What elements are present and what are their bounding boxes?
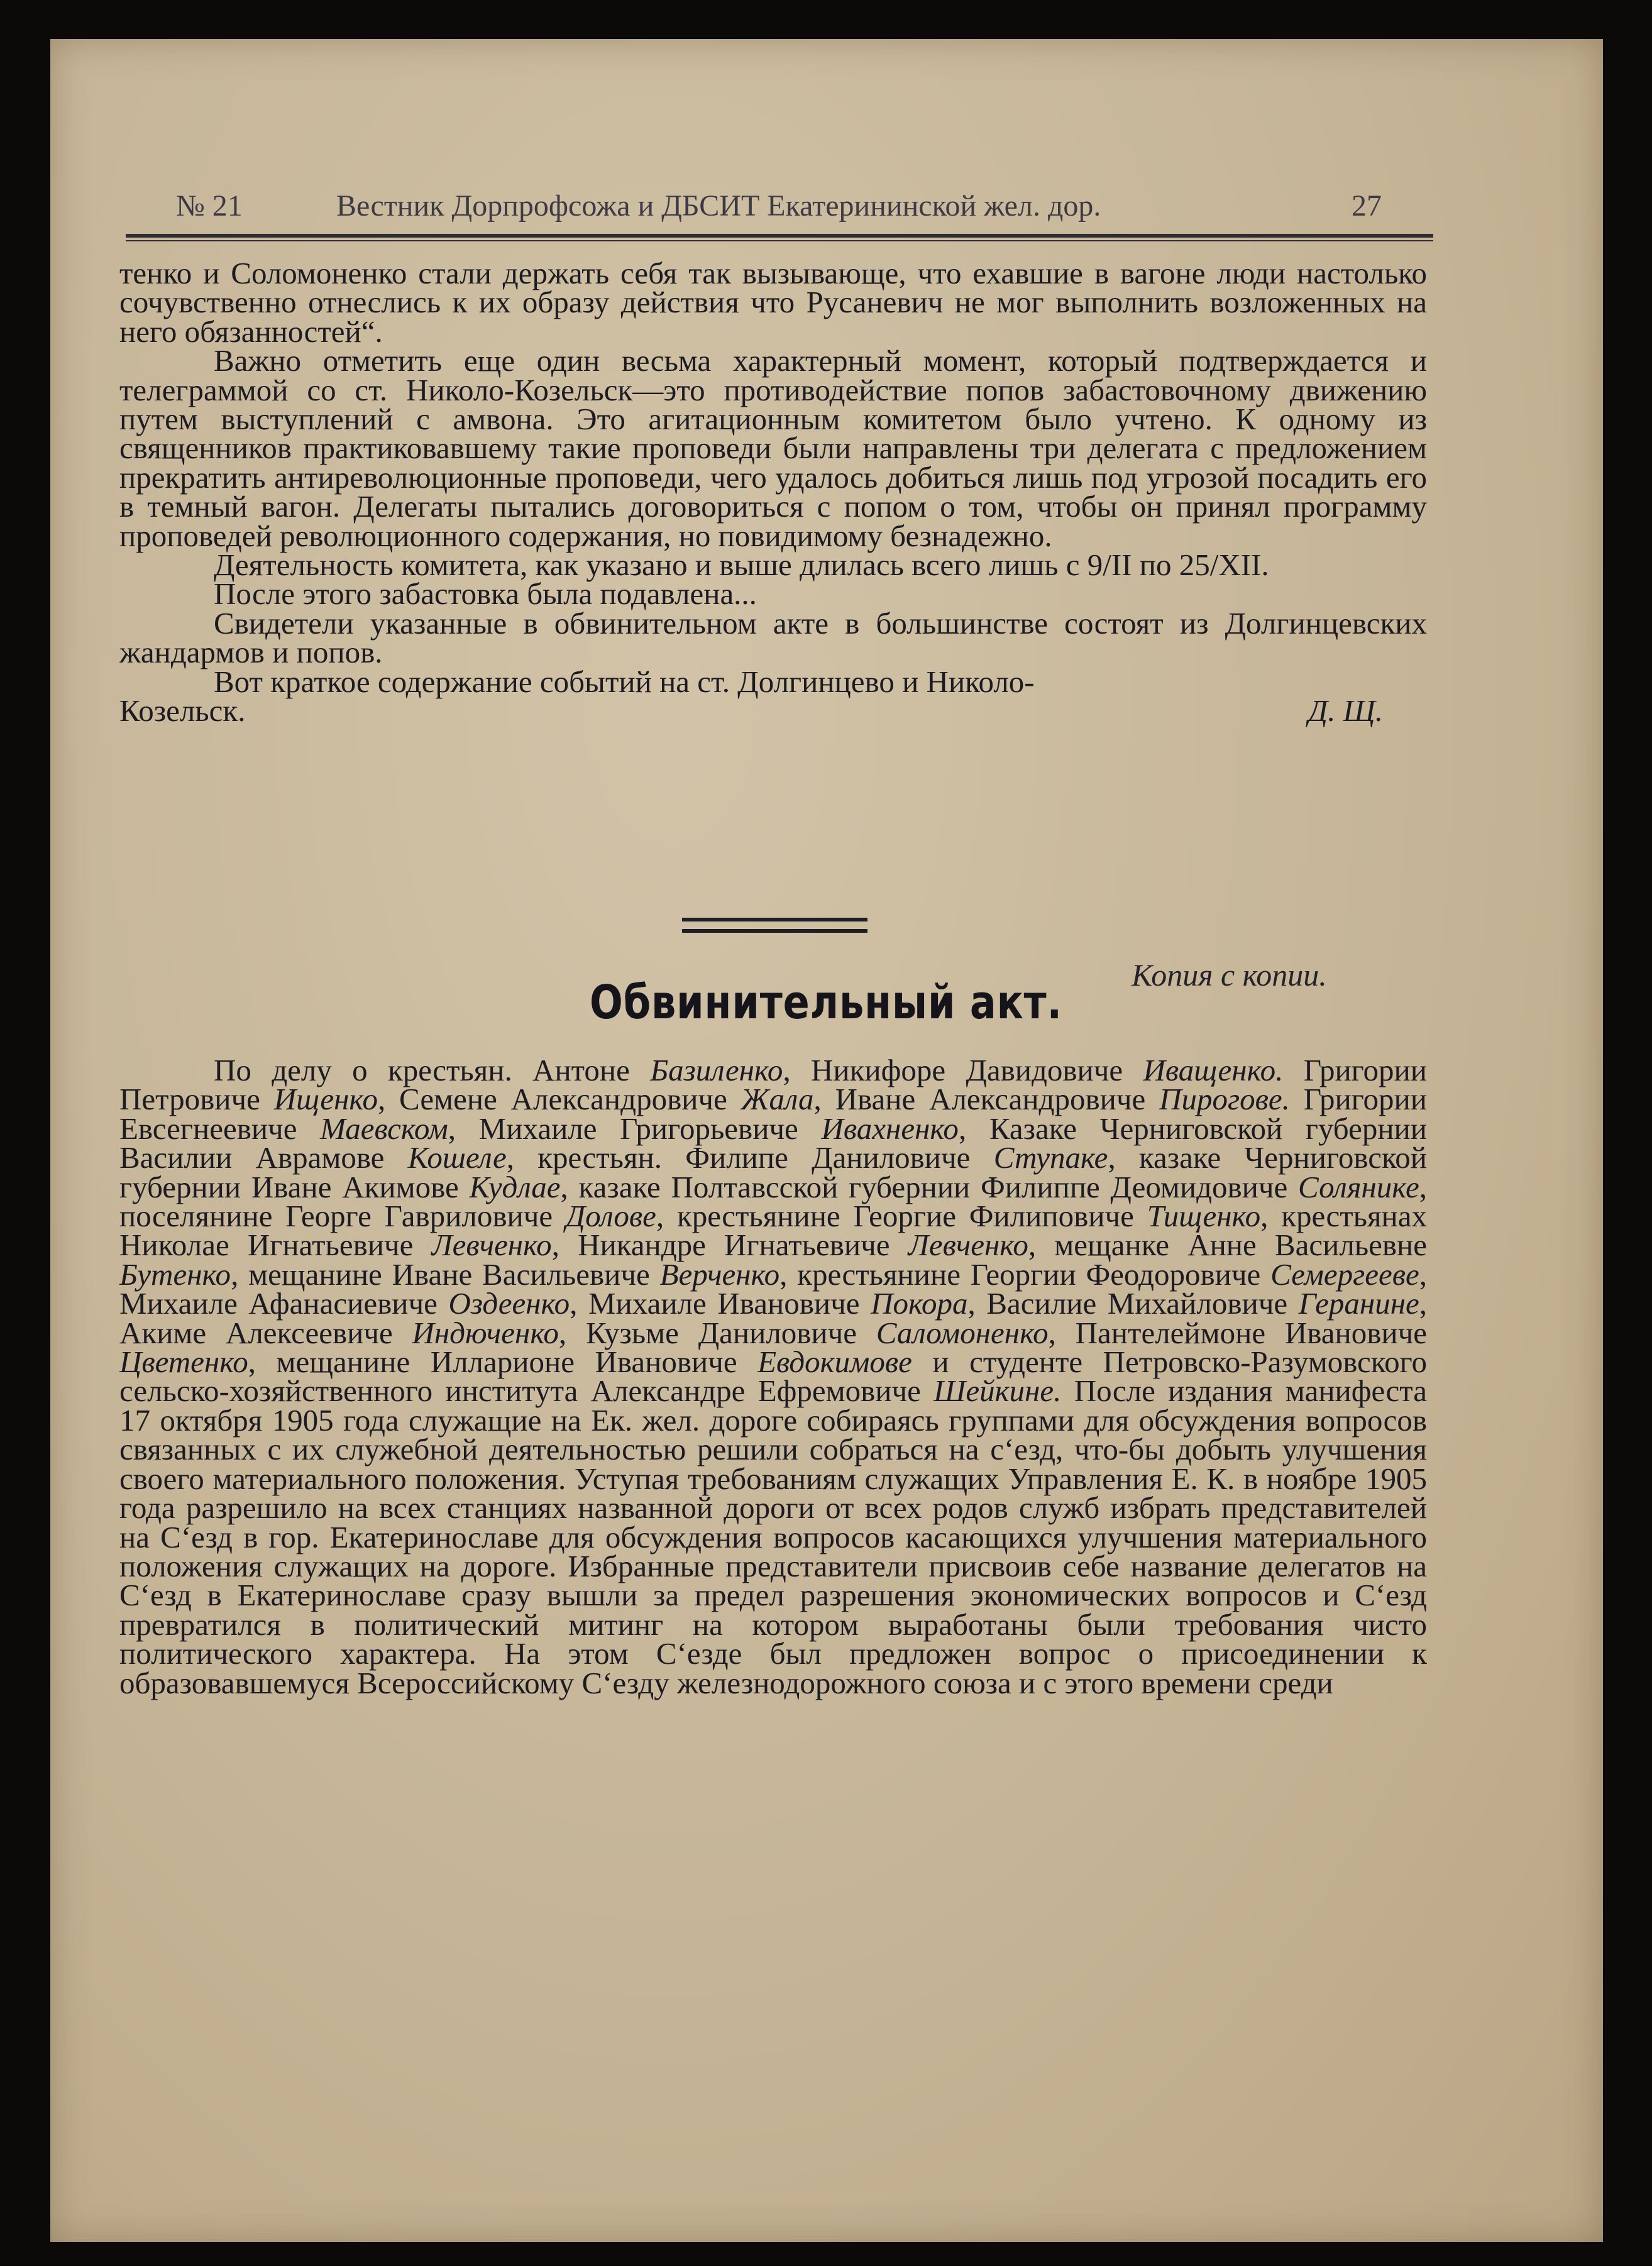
defendant-surname: Маевском xyxy=(320,1111,448,1146)
text-run: , Акиме Алексеевиче xyxy=(119,1286,1427,1350)
text-run: , Иване Александровиче xyxy=(813,1082,1160,1117)
text-run: Григории Евсегнеевиче xyxy=(119,1082,1427,1146)
defendant-surname: Евдокимове xyxy=(757,1345,912,1380)
text-run: , Никандре Игнатьевиче xyxy=(551,1228,908,1263)
defendant-surname: Тищенко xyxy=(1147,1199,1261,1234)
paragraph: Важно отметить еще один весьма характерный момент, который подтверждается и телеграммой со ст. Николо-Козельск—это противодействие попов забастовочному движению путем выступлений с амвона. Это агитационным комитетом было учтено. К одному из священников практиковавшему такие проповеди были направлены три делегата с предложением прекратить антиреволюционные проповеди, чего удалось добиться лишь под угрозой посадить его в темный вагон. Делегаты пытались договориться с попом о том, чтобы он принял программу проповедей революционного содержания, но повидимому безнадежно. xyxy=(119,343,1427,553)
issue-number: № 21 xyxy=(176,189,243,223)
text-run: , казаке Полтавсской губернии Филиппе Деомидовиче xyxy=(560,1169,1299,1204)
defendant-surname: Иващенко. xyxy=(1143,1053,1284,1087)
defendant-surname: Базиленко xyxy=(650,1053,783,1087)
copy-note: Копия с копии. xyxy=(1132,957,1327,993)
text-run: , Кузьме Даниловиче xyxy=(558,1315,876,1350)
text-run: и студенте Петровско-Разумовского сельско-хозяйственного института Александре Ефремовиче xyxy=(119,1345,1428,1409)
paragraph: После этого забастовка была подавлена... xyxy=(214,576,757,612)
defendant-surname: Ступаке xyxy=(993,1140,1108,1175)
paragraph: Деятельность комитета, как указано и выше длилась всего лишь с 9/II по 25/XII. xyxy=(214,547,1269,583)
text-run: , крестьян. Филипе Даниловиче xyxy=(506,1140,994,1175)
defendant-surname: Цветенко xyxy=(119,1345,248,1380)
text-run: , мещанине Иване Васильевиче xyxy=(231,1257,660,1292)
indictment-text xyxy=(119,1053,1428,1700)
paragraph-tail: Козельск. xyxy=(119,693,246,729)
paragraph: Свидетели указанные в обвинительном акте в большинстве состоят из Долгинцевских жандармов и попов. xyxy=(119,605,1427,670)
text-run: После издания манифеста 17 октября 1905 года служащие на Ек. жел. дороге собираясь группами для обсуждения вопросов связанных с их служебной деятельностью решили собраться на с‘езд, что-бы добыть улучшения своего материального положения. Уступая требованиям служащих Управления Е. К. в ноябре 1905 года разрешило на всех станциях названной дороги от всех родов служб избрать представителей на С‘езд в гор. Екатеринославе для обсуждения вопросов касающихся улучшения материального положения служащих на дороге. Избранные представители присвоив себе название делегатов на С‘езд в Екатеринославе сразу вышли за предел разрешения экономических вопросов и С‘езд превратился в политический митинг на котором выработаны были требования чисто политического характера. На этом С‘езде был предложен вопрос о присоединении к образовавшемуся Всероссийскому С‘езду железнодорожного союза и с этого времени среди xyxy=(119,1373,1427,1700)
text-run: , поселянине Георге Гавриловиче xyxy=(119,1169,1427,1234)
paragraph: Вот краткое содержание событий на ст. Долгинцево и Николо- xyxy=(214,664,1035,699)
text-run: , Василие Михайловиче xyxy=(967,1286,1299,1321)
section-title: Обвинительный акт. xyxy=(590,976,1062,1030)
defendant-surname: Геранине xyxy=(1298,1286,1419,1321)
text-run: , Михаиле Афанасиевиче xyxy=(119,1257,1428,1321)
text-run: , мещанине Илларионе Ивановиче xyxy=(248,1345,758,1380)
journal-title: Вестник Дорпрофсожа и ДБСИТ Екатерининской жел. дор. xyxy=(336,189,1101,223)
text-run: , Пантелеймоне Ивановиче xyxy=(1048,1315,1427,1350)
text-run: , Никифоре Давидовиче xyxy=(783,1053,1143,1087)
defendant-surname: Солянике xyxy=(1298,1169,1419,1204)
defendant-surname: Саломоненко xyxy=(876,1315,1049,1350)
author-signature: Д. Щ. xyxy=(1308,693,1383,729)
section-divider-bottom xyxy=(682,929,867,933)
text-run: По делу о крестьян. Антоне xyxy=(214,1053,651,1087)
defendant-surname: Шейкине. xyxy=(933,1373,1062,1409)
article-ending xyxy=(119,256,1427,729)
paragraph: тенко и Соломоненко стали держать себя так вызывающе, что ехавшие в вагоне люди настолько сочувственно отнеслись к их образу действия что Русаневич не мог выполнить возложенных на него обязанностей“. xyxy=(119,256,1427,349)
defendant-surname: Ивахненко xyxy=(821,1111,959,1146)
text-run: , Михаиле Ивановиче xyxy=(570,1286,871,1321)
header-rule-thin xyxy=(126,240,1433,241)
text-run: , казаке Черниговской губернии Иване Акимове xyxy=(119,1140,1427,1204)
text-run: , крестьянине Георгие Филиповиче xyxy=(656,1199,1147,1234)
page-number: 27 xyxy=(1352,189,1382,223)
text-run: , крестьянах Николае Игнатьевиче xyxy=(119,1199,1427,1263)
text-run: , Михаиле Григорьевиче xyxy=(448,1111,822,1146)
text-run: , Семене Александровиче xyxy=(377,1082,741,1117)
defendant-surname: Долове xyxy=(565,1199,656,1234)
defendant-surname: Верченко xyxy=(659,1257,780,1292)
running-header xyxy=(170,189,1421,233)
defendant-surname: Левченко xyxy=(431,1228,552,1263)
text-run: , крестьянине Георгии Феодоровиче xyxy=(779,1257,1271,1292)
defendant-surname: Оздеенко xyxy=(448,1286,570,1321)
header-rule xyxy=(126,234,1433,238)
text-run: , Казаке Черниговской губернии Василии Аврамове xyxy=(119,1111,1427,1175)
defendant-surname: Ищенко xyxy=(273,1082,378,1117)
defendant-surname: Бутенко xyxy=(119,1257,231,1292)
text-run: Григории Петровиче xyxy=(119,1053,1427,1117)
section-divider-top xyxy=(682,918,867,921)
defendant-surname: Семергееве xyxy=(1270,1257,1419,1292)
text-run: , мещанке Анне Васильевне xyxy=(1028,1228,1427,1263)
defendant-surname: Кошеле xyxy=(407,1140,507,1175)
signature-line xyxy=(119,693,1427,729)
defendant-surname: Покора xyxy=(871,1286,968,1321)
indictment-paragraph xyxy=(119,1053,1428,1700)
defendant-surname: Пирогове. xyxy=(1159,1082,1290,1117)
defendant-surname: Жала xyxy=(741,1082,814,1117)
defendant-surname: Кудлае xyxy=(469,1169,561,1204)
defendant-surname: Индюченко xyxy=(412,1315,559,1350)
defendant-surname: Левченко xyxy=(908,1228,1028,1263)
